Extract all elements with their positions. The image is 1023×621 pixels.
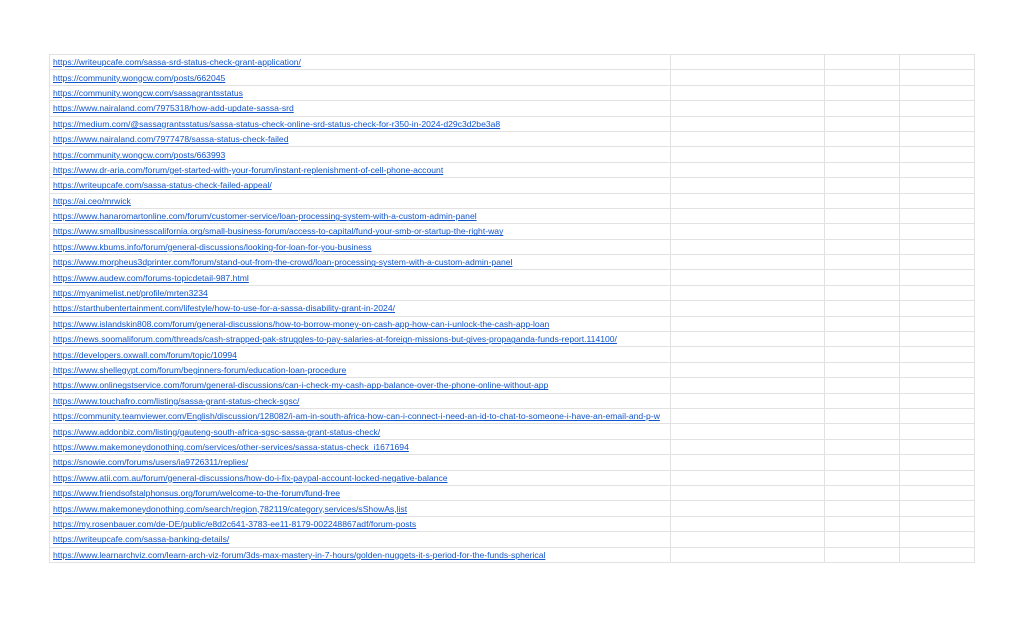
url-link[interactable]: https://community.wongcw.com/posts/663993 <box>53 149 226 160</box>
table-row <box>50 208 975 223</box>
url-link[interactable]: https://www.shellegypt.com/forum/beginners-forum/education-loan-procedure <box>53 365 347 375</box>
link-cell[interactable] <box>50 393 671 408</box>
empty-cell[interactable] <box>825 101 900 116</box>
url-link[interactable]: https://news.soomaliforum.com/threads/cash-strapped-pak-struggles-to-pay-salaries-at-foreign-missions-but-gives-propaganda-funds-report.114100/ <box>53 334 617 345</box>
empty-cell[interactable] <box>900 178 975 193</box>
link-cell[interactable] <box>50 470 671 485</box>
table-row <box>50 162 975 177</box>
empty-cell[interactable] <box>671 362 825 377</box>
url-link[interactable]: https://snowie.com/forums/users/ia9726311/replies/ <box>53 457 249 468</box>
url-link[interactable]: https://community.wongcw.com/posts/662045 <box>53 72 226 83</box>
empty-cell[interactable] <box>671 70 825 85</box>
url-link[interactable]: https://www.hanaromartonline.com/forum/customer-service/loan-processing-system-with-a-custom-admin-panel <box>53 211 477 222</box>
empty-cell[interactable] <box>825 178 900 193</box>
link-cell[interactable] <box>50 193 671 208</box>
empty-cell[interactable] <box>900 147 975 162</box>
table-row <box>50 378 975 393</box>
empty-cell[interactable] <box>671 332 825 347</box>
url-link[interactable]: https://community.wongcw.com/sassagrantsstatus <box>53 87 243 98</box>
empty-cell[interactable] <box>671 316 825 331</box>
link-cell[interactable] <box>50 547 671 562</box>
table-row <box>50 285 975 300</box>
link-cell[interactable] <box>50 224 671 239</box>
empty-cell[interactable] <box>671 485 825 500</box>
url-link[interactable]: https://www.dr-aria.com/forum/get-started-with-your-forum/instant-replenishment-of-cell-phone-account <box>53 164 444 175</box>
empty-cell[interactable] <box>900 193 975 208</box>
table-row <box>50 131 975 146</box>
empty-cell[interactable] <box>825 193 900 208</box>
empty-cell[interactable] <box>825 547 900 562</box>
url-link[interactable]: https://www.friendsofstalphonsus.org/forum/welcome-to-the-forum/fund-free <box>53 488 341 499</box>
table-row <box>50 224 975 239</box>
empty-cell[interactable] <box>825 85 900 100</box>
table-row <box>50 101 975 116</box>
link-cell[interactable] <box>50 131 671 146</box>
table-row <box>50 301 975 316</box>
link-cell[interactable] <box>50 285 671 300</box>
empty-cell[interactable] <box>900 208 975 223</box>
url-link[interactable]: https://my.rosenbauer.com/de-DE/public/e8d2c641-3783-ee11-8179-002248867adf/forum-posts <box>53 518 417 529</box>
empty-cell[interactable] <box>900 347 975 362</box>
empty-cell[interactable] <box>825 532 900 547</box>
empty-cell[interactable] <box>900 424 975 439</box>
empty-cell[interactable] <box>671 55 825 70</box>
empty-cell[interactable] <box>671 270 825 285</box>
table-row <box>50 408 975 423</box>
url-link[interactable]: https://community.teamviewer.com/English/discussion/128082/i-am-in-south-africa-how-can-i-connect-i-need-an-id-to-chat-to-someone-i-have-an-email-and-p-w <box>53 411 660 422</box>
empty-cell[interactable] <box>671 131 825 146</box>
link-cell[interactable] <box>50 408 671 423</box>
empty-cell[interactable] <box>825 270 900 285</box>
table-row <box>50 501 975 516</box>
empty-cell[interactable] <box>671 470 825 485</box>
url-link[interactable]: https://ai.ceo/mrwick <box>53 195 131 206</box>
table-row <box>50 147 975 162</box>
table-row <box>50 547 975 562</box>
table-row <box>50 485 975 500</box>
empty-cell[interactable] <box>671 239 825 254</box>
empty-cell[interactable] <box>825 208 900 223</box>
url-link[interactable]: https://www.audew.com/forums-topicdetail-987.html <box>53 272 249 283</box>
table-row <box>50 239 975 254</box>
spreadsheet <box>49 54 975 563</box>
empty-cell[interactable] <box>825 255 900 270</box>
empty-cell[interactable] <box>671 547 825 562</box>
link-cell[interactable] <box>50 270 671 285</box>
link-cell[interactable] <box>50 439 671 454</box>
empty-cell[interactable] <box>671 116 825 131</box>
link-cell[interactable] <box>50 147 671 162</box>
url-link[interactable]: https://developers.oxwall.com/forum/topic/10994 <box>53 349 237 360</box>
url-link[interactable]: https://www.addonbiz.com/listing/gauteng-south-africa-sgsc-sassa-grant-status-check/ <box>53 426 381 437</box>
empty-cell[interactable] <box>671 532 825 547</box>
url-link[interactable]: https://writeupcafe.com/sassa-status-check-failed-appeal/ <box>53 180 272 191</box>
empty-cell[interactable] <box>900 547 975 562</box>
empty-cell[interactable] <box>900 301 975 316</box>
link-cell[interactable] <box>50 162 671 177</box>
url-link[interactable]: https://www.learnarchviz.com/learn-arch-viz-forum/3ds-max-mastery-in-7-hours/golden-nuggets-it-s-period-for-the-funds-spherical <box>53 549 546 560</box>
empty-cell[interactable] <box>900 255 975 270</box>
empty-cell[interactable] <box>825 162 900 177</box>
link-cell[interactable] <box>50 532 671 547</box>
empty-cell[interactable] <box>900 408 975 423</box>
empty-cell[interactable] <box>825 116 900 131</box>
empty-cell[interactable] <box>825 239 900 254</box>
table-row <box>50 439 975 454</box>
empty-cell[interactable] <box>900 131 975 146</box>
link-cell[interactable] <box>50 101 671 116</box>
url-link[interactable]: https://www.makemoneydonothing.com/search/region,782119/category,services/sShowAs,list <box>53 503 408 514</box>
empty-cell[interactable] <box>671 224 825 239</box>
table-row <box>50 116 975 131</box>
empty-cell[interactable] <box>825 362 900 377</box>
empty-cell[interactable] <box>671 162 825 177</box>
empty-cell[interactable] <box>900 393 975 408</box>
url-link[interactable]: https://writeupcafe.com/sassa-srd-status-check-grant-application/ <box>53 57 301 68</box>
empty-cell[interactable] <box>825 147 900 162</box>
empty-cell[interactable] <box>825 301 900 316</box>
table-row <box>50 424 975 439</box>
url-link[interactable]: https://myanimelist.net/profile/mrten3234 <box>53 288 208 299</box>
empty-cell[interactable] <box>825 347 900 362</box>
link-cell[interactable] <box>50 255 671 270</box>
empty-cell[interactable] <box>825 516 900 531</box>
empty-cell[interactable] <box>900 85 975 100</box>
url-link[interactable]: https://writeupcafe.com/sassa-banking-details/ <box>53 534 230 545</box>
empty-cell[interactable] <box>671 455 825 470</box>
link-cell[interactable] <box>50 85 671 100</box>
link-cell[interactable] <box>50 332 671 347</box>
empty-cell[interactable] <box>671 501 825 516</box>
empty-cell[interactable] <box>825 55 900 70</box>
empty-cell[interactable] <box>900 101 975 116</box>
empty-cell[interactable] <box>671 193 825 208</box>
empty-cell[interactable] <box>900 70 975 85</box>
link-cell[interactable] <box>50 208 671 223</box>
table-row <box>50 55 975 70</box>
link-cell[interactable] <box>50 455 671 470</box>
empty-cell[interactable] <box>671 408 825 423</box>
table-row <box>50 532 975 547</box>
link-cell[interactable] <box>50 178 671 193</box>
table-row <box>50 516 975 531</box>
empty-cell[interactable] <box>671 516 825 531</box>
table-row <box>50 332 975 347</box>
link-table <box>49 54 975 563</box>
empty-cell[interactable] <box>900 439 975 454</box>
empty-cell[interactable] <box>825 393 900 408</box>
empty-cell[interactable] <box>825 485 900 500</box>
empty-cell[interactable] <box>900 316 975 331</box>
table-row <box>50 470 975 485</box>
empty-cell[interactable] <box>900 162 975 177</box>
url-link[interactable]: https://www.nairaland.com/7975318/how-add-update-sassa-srd <box>53 103 294 114</box>
empty-cell[interactable] <box>825 70 900 85</box>
empty-cell[interactable] <box>900 239 975 254</box>
link-cell[interactable] <box>50 362 671 377</box>
table-row <box>50 455 975 470</box>
empty-cell[interactable] <box>900 332 975 347</box>
link-cell[interactable] <box>50 501 671 516</box>
empty-cell[interactable] <box>825 316 900 331</box>
table-row <box>50 193 975 208</box>
url-link[interactable]: https://www.nairaland.com/7977478/sassa-status-check-failed <box>53 134 289 145</box>
table-row <box>50 362 975 377</box>
link-cell[interactable] <box>50 239 671 254</box>
empty-cell[interactable] <box>671 424 825 439</box>
empty-cell[interactable] <box>825 455 900 470</box>
empty-cell[interactable] <box>671 378 825 393</box>
empty-cell[interactable] <box>900 485 975 500</box>
table-row <box>50 270 975 285</box>
empty-cell[interactable] <box>900 516 975 531</box>
empty-cell[interactable] <box>900 270 975 285</box>
empty-cell[interactable] <box>900 532 975 547</box>
link-cell[interactable] <box>50 347 671 362</box>
url-link[interactable]: https://www.onlinegstservice.com/forum/general-discussions/can-i-check-my-cash-app-balance-over-the-phone-online-without-app <box>53 380 549 391</box>
link-cell[interactable] <box>50 70 671 85</box>
link-cell[interactable] <box>50 378 671 393</box>
empty-cell[interactable] <box>900 455 975 470</box>
empty-cell[interactable] <box>825 439 900 454</box>
empty-cell[interactable] <box>671 147 825 162</box>
empty-cell[interactable] <box>900 362 975 377</box>
table-row <box>50 316 975 331</box>
empty-cell[interactable] <box>671 85 825 100</box>
empty-cell[interactable] <box>900 55 975 70</box>
empty-cell[interactable] <box>671 285 825 300</box>
empty-cell[interactable] <box>900 116 975 131</box>
empty-cell[interactable] <box>825 470 900 485</box>
table-row <box>50 178 975 193</box>
empty-cell[interactable] <box>825 408 900 423</box>
url-link[interactable]: https://www.atii.com.au/forum/general-discussions/how-do-i-fix-paypal-account-locked-negative-balance <box>53 472 448 483</box>
empty-cell[interactable] <box>825 378 900 393</box>
table-row <box>50 70 975 85</box>
empty-cell[interactable] <box>825 424 900 439</box>
link-cell[interactable] <box>50 516 671 531</box>
link-cell[interactable] <box>50 301 671 316</box>
empty-cell[interactable] <box>825 285 900 300</box>
empty-cell[interactable] <box>671 178 825 193</box>
empty-cell[interactable] <box>671 347 825 362</box>
empty-cell[interactable] <box>671 208 825 223</box>
empty-cell[interactable] <box>825 501 900 516</box>
link-cell[interactable] <box>50 485 671 500</box>
empty-cell[interactable] <box>825 224 900 239</box>
empty-cell[interactable] <box>671 255 825 270</box>
link-cell[interactable] <box>50 116 671 131</box>
url-link[interactable]: https://www.islandskin808.com/forum/general-discussions/how-to-borrow-money-on-cash-app-how-can-i-unlock-the-cash-app-loan <box>53 318 550 329</box>
empty-cell[interactable] <box>900 501 975 516</box>
table-row <box>50 255 975 270</box>
url-link[interactable]: https://medium.com/@sassagrantsstatus/sassa-status-check-online-srd-status-check-for-r350-in-2024-d29c3d2be3a8 <box>53 118 501 129</box>
empty-cell[interactable] <box>671 101 825 116</box>
link-cell[interactable] <box>50 316 671 331</box>
table-row <box>50 347 975 362</box>
empty-cell[interactable] <box>671 301 825 316</box>
url-link[interactable]: https://www.kbums.info/forum/general-discussions/looking-for-loan-for-you-business <box>53 241 372 252</box>
url-link[interactable]: https://www.touchafro.com/listing/sassa-grant-status-check-sgsc/ <box>53 395 300 406</box>
link-cell[interactable] <box>50 424 671 439</box>
url-link[interactable]: https://starthubentertainment.com/lifestyle/how-to-use-for-a-sassa-disability-grant-in-2024/ <box>53 303 395 314</box>
link-cell[interactable] <box>50 55 671 70</box>
empty-cell[interactable] <box>671 439 825 454</box>
empty-cell[interactable] <box>671 393 825 408</box>
table-row <box>50 85 975 100</box>
empty-cell[interactable] <box>900 378 975 393</box>
empty-cell[interactable] <box>825 332 900 347</box>
table-row <box>50 393 975 408</box>
empty-cell[interactable] <box>825 131 900 146</box>
empty-cell[interactable] <box>900 224 975 239</box>
url-link[interactable]: https://www.morpheus3dprinter.com/forum/stand-out-from-the-crowd/loan-processing-system-with-a-custom-admin-panel <box>53 257 513 268</box>
url-link[interactable]: https://www.smallbusinesscalifornia.org/small-business-forum/access-to-capital/fund-your-smb-or-startup-the-right-way <box>53 226 504 237</box>
empty-cell[interactable] <box>900 285 975 300</box>
url-link[interactable]: https://www.makemoneydonothing.com/services/other-services/sassa-status-check_i1671694 <box>53 441 409 452</box>
empty-cell[interactable] <box>900 470 975 485</box>
